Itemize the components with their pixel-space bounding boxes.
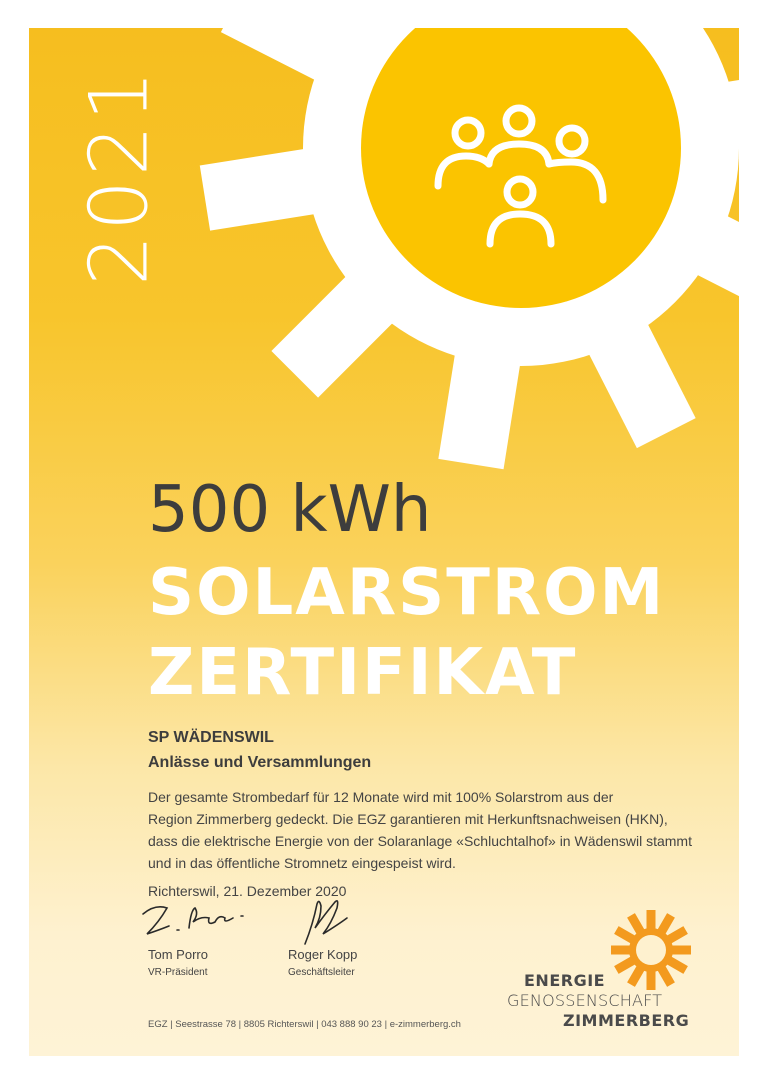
logo-line-energie: ENERGIE <box>524 971 606 990</box>
recipient-name: SP WÄDENSWIL <box>148 729 274 746</box>
signatory-name: Tom Porro <box>148 947 208 962</box>
signatory-name: Roger Kopp <box>288 947 358 962</box>
year: 2021 <box>72 66 166 286</box>
certificate <box>29 28 739 1056</box>
signature-roger-kopp <box>291 894 361 948</box>
recipient-purpose: Anlässe und Versammlungen <box>148 754 372 771</box>
certificate-body <box>148 786 728 874</box>
title-solarstrom: SOLARSTROM <box>148 556 666 630</box>
logo-line-zimmerberg: ZIMMERBERG <box>563 1011 690 1030</box>
logo-line-genossenschaft: GENOSSENSCHAFT <box>507 991 663 1010</box>
body-line: dass die elektrische Energie von der Solaranlage «Schluchtalhof» in Wädenswil stammt <box>148 833 692 849</box>
title-zertifikat: ZERTIFIKAT <box>148 636 578 710</box>
body-line: und in das öffentliche Stromnetz eingespeist wird. <box>148 855 456 871</box>
signatory-role: VR-Präsident <box>148 967 208 978</box>
body-line: Der gesamte Strombedarf für 12 Monate wird mit 100% Solarstrom aus der <box>148 789 614 805</box>
signature-tom-porro <box>137 900 257 940</box>
body-line: Region Zimmerberg gedeckt. Die EGZ garantieren mit Herkunftsnachweisen (HKN), <box>148 811 668 827</box>
place-date: Richterswil, 21. Dezember 2020 <box>148 883 347 899</box>
signatory-role: Geschäftsleiter <box>288 967 355 978</box>
footer-contact: EGZ | Seestrasse 78 | 8805 Richterswil | 043 888 90 23 | e-zimmerberg.ch <box>148 1019 461 1030</box>
sun-gear-icon <box>609 908 693 992</box>
energy-amount: 500 kWh <box>148 473 432 547</box>
